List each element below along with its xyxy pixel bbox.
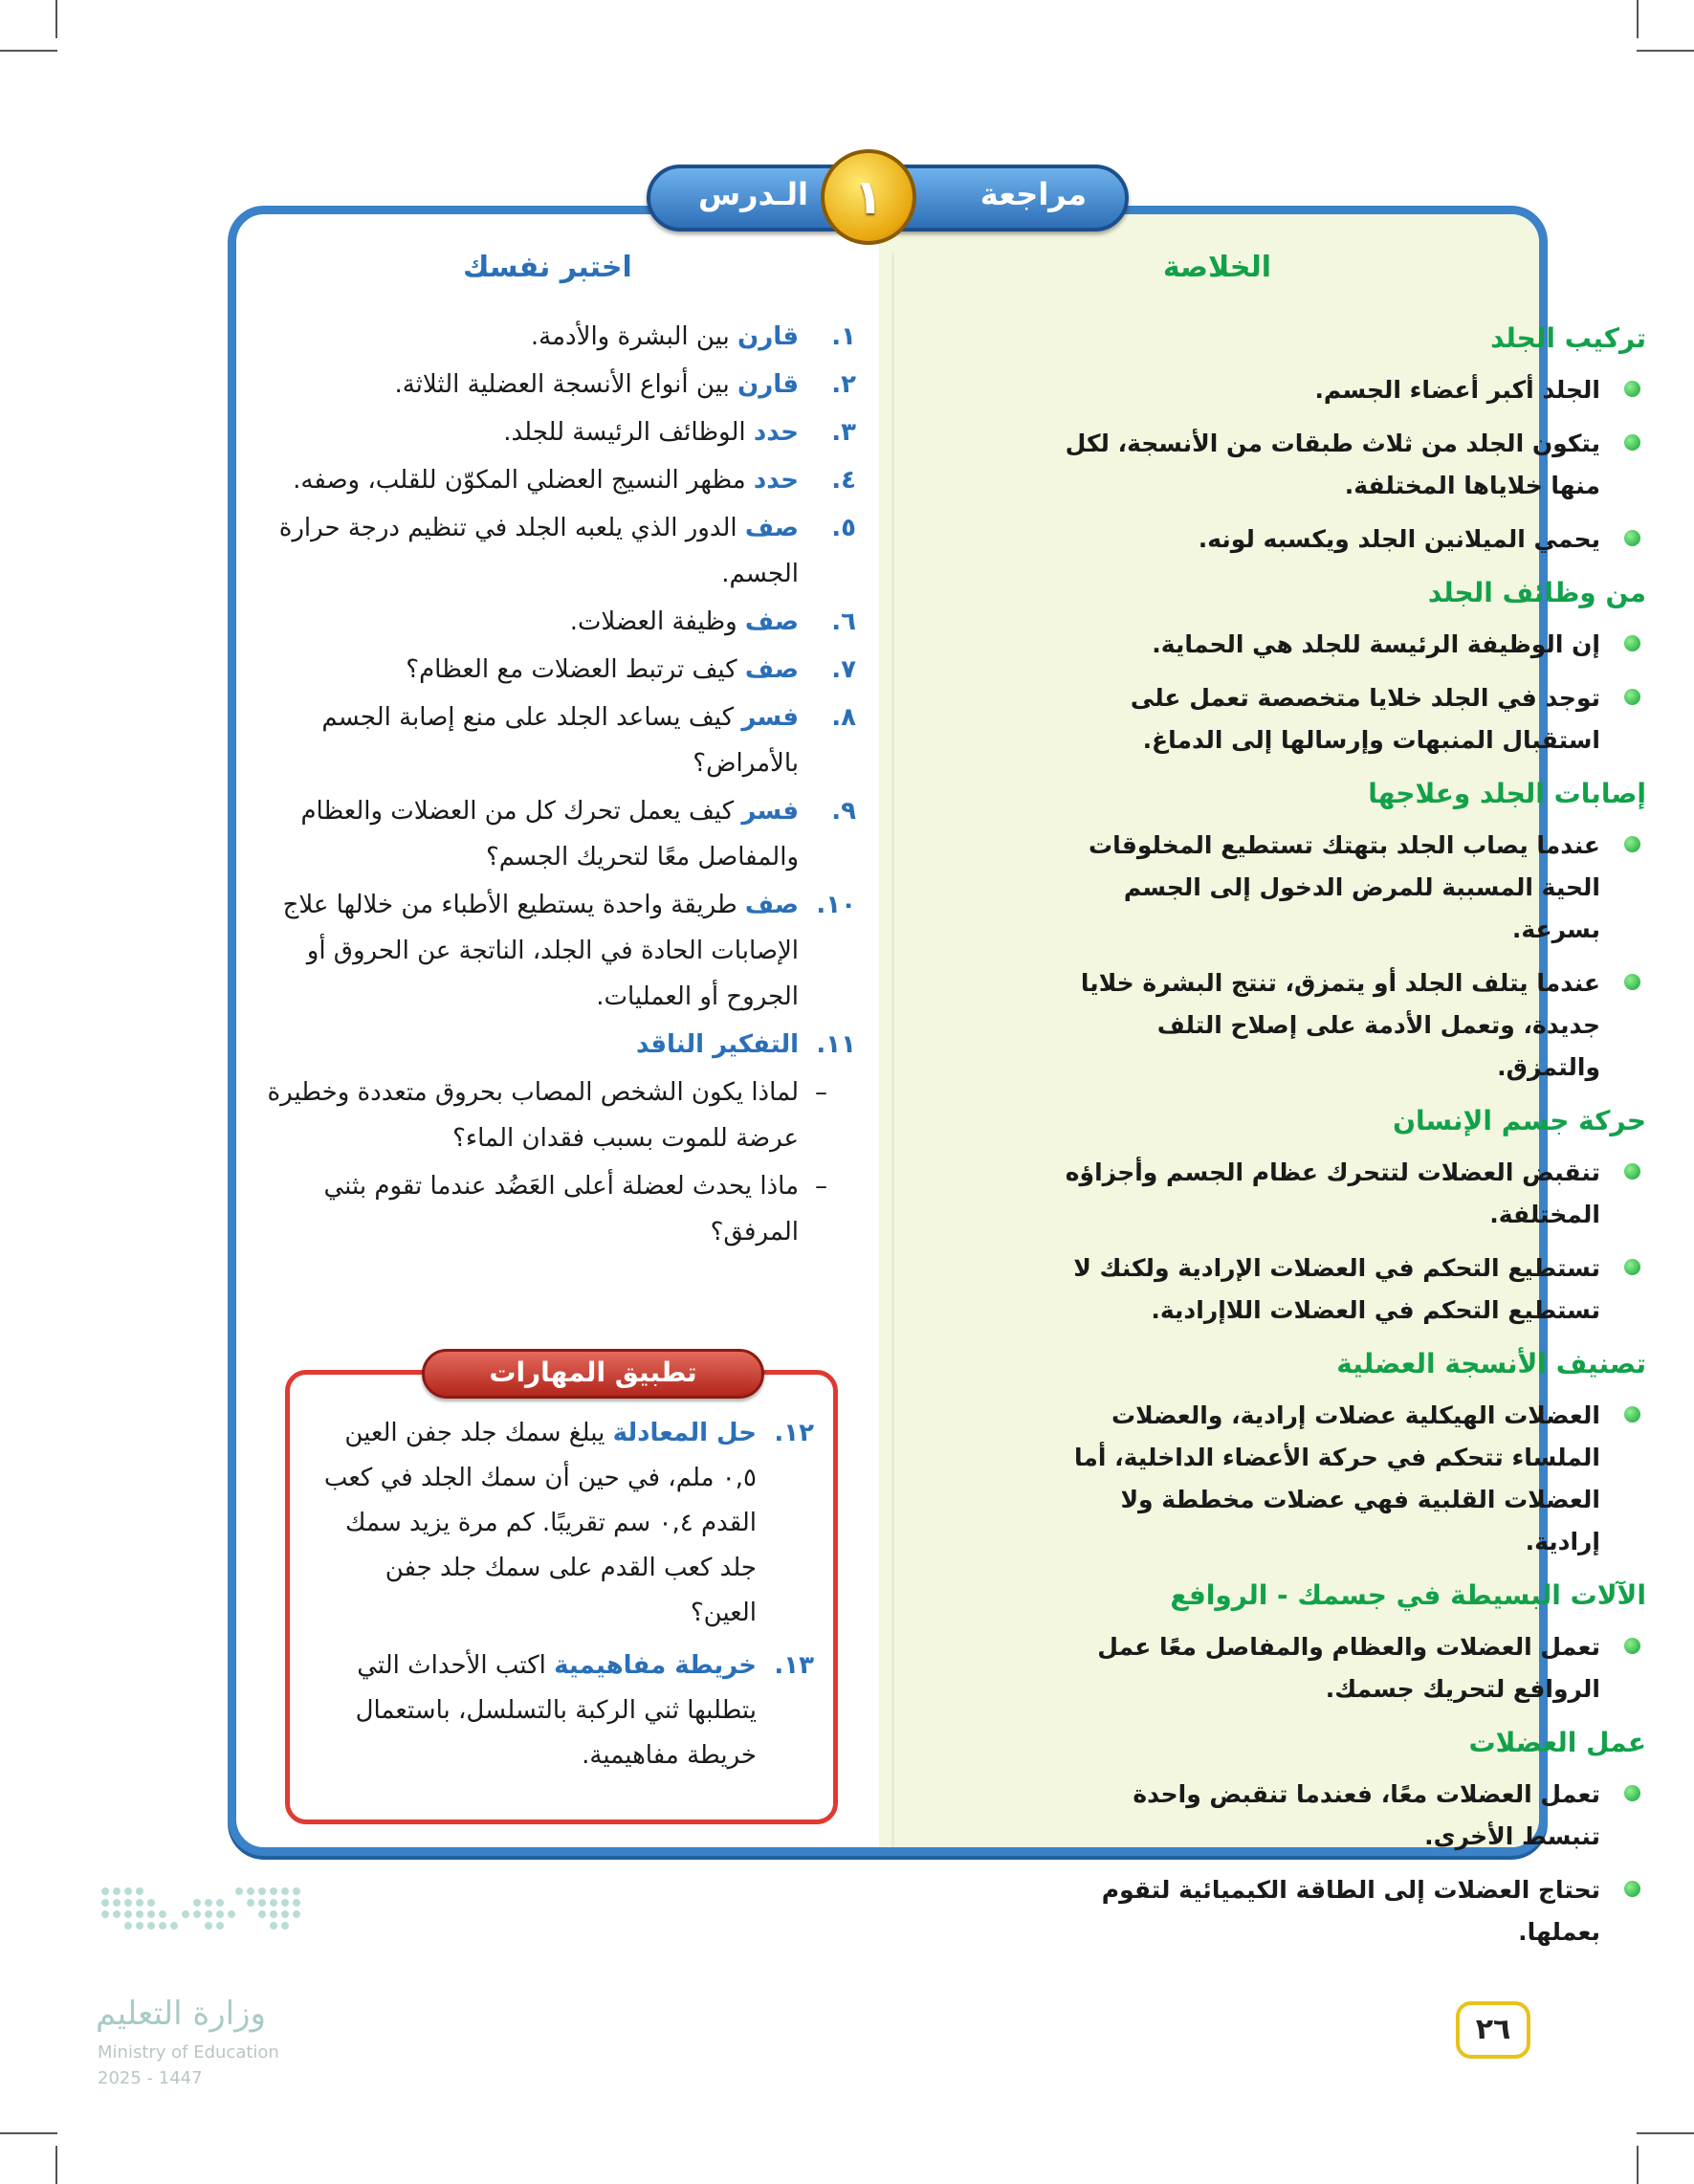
question-verb: قارن	[737, 370, 799, 399]
question-number: ٥.	[831, 514, 856, 542]
bullet-dot-icon	[1624, 1406, 1640, 1423]
question-body	[394, 370, 799, 399]
summary-bullet	[1063, 369, 1646, 411]
question-body	[283, 891, 799, 1011]
skills-questions	[319, 1411, 814, 1786]
question-body	[406, 655, 799, 684]
crop-mark	[1637, 50, 1694, 52]
bullet-dot-icon	[1624, 530, 1640, 546]
question-verb: خريطة مفاهيمية	[554, 1651, 757, 1680]
summary-section	[1063, 1575, 1646, 1710]
lesson-number-badge: ١	[821, 149, 916, 245]
bullet-dot-icon	[1624, 836, 1640, 852]
question-body	[531, 322, 799, 351]
question-text: كيف ترتبط العضلات مع العظام؟	[406, 655, 745, 684]
summary-section-heading: الآلات البسيطة في جسمك - الروافع	[1170, 1579, 1646, 1611]
question-body	[324, 1419, 757, 1627]
summary-section	[1063, 1343, 1646, 1563]
question-number: ١.	[831, 322, 856, 351]
self-test-title: اختبر نفسك	[463, 251, 632, 284]
question-item	[263, 314, 856, 360]
crop-mark	[0, 50, 57, 52]
summary-section	[1063, 318, 1646, 561]
question-number: ٣.	[831, 418, 856, 447]
summary-bullet	[1063, 518, 1646, 561]
summary-bullet	[1063, 825, 1646, 951]
question-item	[263, 362, 856, 408]
question-text: كيف يعمل تحرك كل من العضلات والعظام والمفاصل معًا لتحريك الجسم؟	[300, 797, 799, 871]
crop-mark	[55, 0, 57, 38]
question-text: مظهر النسيج العضلي المكوّن للقلب، وصفه.	[293, 466, 754, 495]
bullet-dot-icon	[1624, 434, 1640, 451]
summary-title: الخلاصة	[1162, 251, 1271, 284]
question-verb: حل المعادلة	[612, 1419, 757, 1447]
question-body	[321, 703, 799, 778]
dash-icon: –	[815, 1078, 827, 1107]
question-item	[263, 788, 856, 880]
question-item	[263, 599, 856, 645]
bullet-dot-icon	[1624, 974, 1640, 990]
summary-bullet	[1063, 1774, 1646, 1858]
skills-question	[319, 1411, 814, 1636]
ministry-year: 2025 - 1447	[98, 2068, 203, 2088]
question-body	[293, 466, 799, 495]
summary-bullet-text: تنقبض العضلات لتتحرك عظام الجسم وأجزاؤه المختلفة.	[1065, 1158, 1600, 1228]
bullet-dot-icon	[1624, 1881, 1640, 1897]
summary-section	[1063, 572, 1646, 761]
question-body	[300, 797, 799, 871]
summary-bullet-text: إن الوظيفة الرئيسة للجلد هي الحماية.	[1152, 630, 1600, 658]
summary-bullet	[1063, 423, 1646, 507]
question-number: ١٠.	[816, 891, 856, 919]
question-item	[263, 409, 856, 455]
question-text: كيف يساعد الجلد على منع إصابة الجسم بالأمراض؟	[321, 703, 799, 778]
question-item	[263, 647, 856, 693]
summary-section-heading: تصنيف الأنسجة العضلية	[1336, 1348, 1646, 1379]
question-body	[503, 418, 799, 447]
question-item	[263, 505, 856, 597]
question-text: بين البشرة والأدمة.	[530, 322, 738, 351]
question-item	[263, 882, 856, 1020]
question-number: ٤.	[831, 466, 856, 495]
summary-bullet-text: عندما يتلف الجلد أو يتمزق، تنتج البشرة خلايا جديدة، وتعمل الأدمة على إصلاح التلف والتمزق.	[1080, 969, 1600, 1081]
summary-bullet-text: يحمي الميلانين الجلد ويكسبه لونه.	[1198, 525, 1600, 553]
skills-box	[285, 1370, 838, 1824]
bullet-dot-icon	[1624, 1259, 1640, 1275]
question-text: الدور الذي يلعبه الجلد في تنظيم درجة حرارة الجسم.	[278, 514, 799, 588]
question-verb: صف	[744, 891, 799, 919]
question-number: ١١.	[816, 1030, 856, 1059]
question-text: الوظائف الرئيسة للجلد.	[503, 418, 754, 447]
question-body	[279, 514, 799, 588]
summary-bullet-text: تستطيع التحكم في العضلات الإرادية ولكنك لا تستطيع التحكم في العضلات اللاإرادية.	[1073, 1254, 1600, 1324]
question-verb: فسر	[741, 703, 799, 732]
dash-icon: –	[815, 1172, 827, 1201]
crop-mark	[0, 2132, 57, 2134]
summary-section	[1063, 1100, 1646, 1332]
summary-bullet-text: يتكون الجلد من ثلاث طبقات من الأنسجة، لكل منها خلاياها المختلفة.	[1065, 430, 1600, 499]
question-body	[570, 607, 799, 636]
bullet-dot-icon	[1624, 381, 1640, 397]
question-item	[263, 695, 856, 786]
ministry-name-english: Ministry of Education	[98, 2042, 279, 2063]
summary-bullet-text: عندما يصاب الجلد بتهتك تستطيع المخلوقات الحية المسببة للمرض الدخول إلى الجسم بسرعة.	[1089, 831, 1600, 943]
crop-mark	[1637, 2146, 1639, 2184]
self-test-questions	[263, 314, 856, 1257]
ministry-name-arabic: وزارة التعليم	[96, 1995, 266, 2033]
column-divider	[891, 253, 894, 1847]
summary-bullet-text: توجد في الجلد خلايا متخصصة تعمل على استقبال المنبهات وإرسالها إلى الدماغ.	[1130, 684, 1600, 754]
summary-bullet	[1063, 624, 1646, 666]
summary-bullet-text: الجلد أكبر أعضاء الجسم.	[1314, 376, 1600, 404]
crop-mark	[1637, 0, 1639, 38]
summary-bullet-text: العضلات الهيكلية عضلات إرادية، والعضلات الملساء تتحكم في حركة الأعضاء الداخلية، أما العضلات القلبية فهي عضلات مخططة ولا إرادية.	[1074, 1401, 1600, 1555]
critical-thinking-question	[263, 1163, 856, 1255]
summary-section-heading: تركيب الجلد	[1490, 322, 1646, 354]
critical-thinking-text: لماذا يكون الشخص المصاب بحروق متعددة وخطيرة عرضة للموت بسبب فقدان الماء؟	[267, 1078, 799, 1153]
summary-section-heading: حركة جسم الإنسان	[1393, 1105, 1646, 1136]
question-number: ٧.	[831, 655, 856, 684]
question-verb: حدد	[753, 466, 799, 495]
bullet-dot-icon	[1624, 1163, 1640, 1180]
bullet-dot-icon	[1624, 1638, 1640, 1654]
bullet-dot-icon	[1624, 635, 1640, 651]
question-number: ٦.	[831, 607, 856, 636]
summary-bullet-text: تعمل العضلات معًا، فعندما تنقبض واحدة تنبسط الأخرى.	[1133, 1780, 1600, 1850]
question-number: ١٣.	[774, 1651, 814, 1680]
summary-bullet	[1063, 1152, 1646, 1236]
summary-bullet	[1063, 1626, 1646, 1710]
question-text: طريقة واحدة يستطيع الأطباء من خلالها علاج الإصابات الحادة في الجلد، الناتجة عن الحروق أو الجروح أو العمليات.	[282, 891, 799, 1011]
summary-bullet	[1063, 1869, 1646, 1953]
summary-bullet	[1063, 677, 1646, 761]
page-number: ٢٦	[1456, 2001, 1530, 2059]
summary-bullet	[1063, 962, 1646, 1089]
summary-section	[1063, 773, 1646, 1089]
critical-thinking-text: ماذا يحدث لعضلة أعلى العَضُد عندما تقوم بثني المرفق؟	[323, 1172, 799, 1246]
skills-title: تطبيق المهارات	[422, 1349, 764, 1399]
summary-bullet-text: تعمل العضلات والعظام والمفاصل معًا عمل الروافع لتحريك جسمك.	[1097, 1633, 1600, 1703]
summary-section-heading: إصابات الجلد وعلاجها	[1368, 778, 1646, 809]
banner-lesson-label: الـدرس	[698, 176, 808, 212]
crop-mark	[55, 2146, 57, 2184]
question-verb: صف	[744, 514, 799, 542]
skills-question	[319, 1644, 814, 1778]
question-verb: صف	[744, 655, 799, 684]
question-body	[356, 1651, 757, 1770]
summary-bullet	[1063, 1247, 1646, 1332]
question-verb: حدد	[753, 418, 799, 447]
summary-list	[1063, 318, 1646, 1965]
summary-bullet-text: تحتاج العضلات إلى الطاقة الكيميائية لتقوم بعملها.	[1101, 1876, 1600, 1946]
question-item	[263, 457, 856, 503]
summary-section-heading: عمل العضلات	[1468, 1727, 1646, 1758]
banner-review-label: مراجعة	[979, 176, 1087, 212]
question-verb: قارن	[737, 322, 799, 351]
summary-section	[1063, 1722, 1646, 1953]
question-text: وظيفة العضلات.	[569, 607, 745, 636]
summary-section-heading: من وظائف الجلد	[1427, 577, 1646, 608]
question-text: اكتب الأحداث التي يتطلبها ثني الركبة بالتسلسل، باستعمال خريطة مفاهيمية.	[355, 1651, 757, 1770]
bullet-dot-icon	[1624, 689, 1640, 705]
question-number: ٩.	[831, 797, 856, 826]
question-text: يبلغ سمك جلد جفن العين ٠,٥ ملم، في حين أن سمك الجلد في كعب القدم ٠,٤ سم تقريبًا. كم مرة يزيد سمك جلد كعب القدم على سمك جلد جفن العين؟	[323, 1419, 757, 1627]
critical-thinking-title: التفكير الناقد	[635, 1030, 799, 1059]
question-verb: صف	[744, 607, 799, 636]
critical-thinking-item	[263, 1022, 856, 1068]
question-text: بين أنواع الأنسجة العضلية الثلاثة.	[394, 370, 738, 399]
question-number: ١٢.	[774, 1419, 814, 1447]
question-number: ٨.	[831, 703, 856, 732]
critical-thinking-question	[263, 1070, 856, 1161]
crop-mark	[1637, 2132, 1694, 2134]
bullet-dot-icon	[1624, 1785, 1640, 1801]
question-verb: فسر	[741, 797, 799, 826]
summary-bullet	[1063, 1395, 1646, 1563]
question-number: ٢.	[831, 370, 856, 399]
